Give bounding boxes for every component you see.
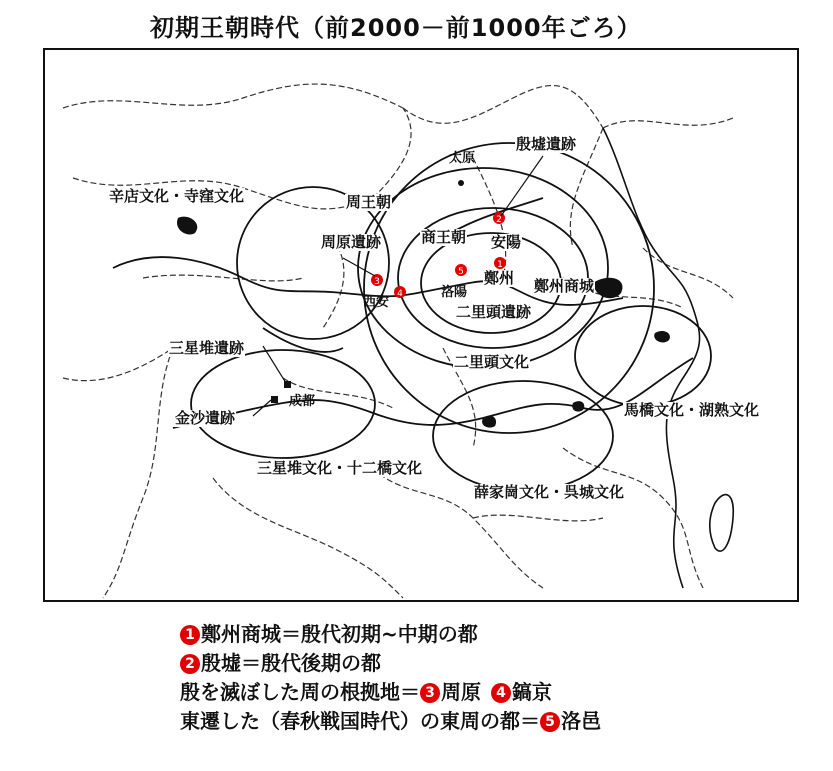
legend-line-2 bbox=[180, 649, 740, 678]
legend-prefix-3: 殷を滅ぼした周の根拠地＝ bbox=[180, 680, 420, 704]
legend-text-2: 殷墟＝殷代後期の都 bbox=[201, 651, 381, 675]
label-xian: 西安 bbox=[363, 295, 390, 310]
label-luoyang: 洛陽 bbox=[441, 285, 468, 300]
label-erlitou-site: 二里頭遺跡 bbox=[456, 303, 532, 321]
svg-text:3: 3 bbox=[374, 277, 380, 287]
label-xuejiagang-culture: 薛家崗文化・呉城文化 bbox=[474, 483, 625, 501]
label-chengdu: 成都 bbox=[289, 394, 316, 409]
svg-text:1: 1 bbox=[497, 260, 503, 270]
marker-number-3: 3 bbox=[420, 683, 440, 703]
legend-line-4 bbox=[180, 707, 740, 736]
label-maqiao-culture: 馬橋文化・湖熟文化 bbox=[624, 401, 760, 419]
legend-text-4: 洛邑 bbox=[561, 709, 601, 733]
label-zhouyuan-site: 周原遺跡 bbox=[321, 233, 382, 251]
legend-prefix-4: 東遷した（春秋戦国時代）の東周の都＝ bbox=[180, 709, 540, 733]
label-zhengzhou-shangcheng: 鄭州商城 bbox=[534, 277, 595, 295]
map-svg bbox=[43, 48, 799, 602]
label-zhengzhou: 鄭州 bbox=[484, 269, 515, 287]
map-title: 初期王朝時代（前2000－前1000年ごろ） bbox=[150, 14, 642, 42]
label-erlitou-culture: 二里頭文化 bbox=[454, 353, 530, 371]
label-taiyuan: 太原 bbox=[449, 151, 476, 166]
map-border bbox=[44, 49, 798, 601]
legend-line-3 bbox=[180, 678, 740, 707]
svg-text:5: 5 bbox=[458, 267, 464, 277]
label-anyang: 安陽 bbox=[491, 233, 522, 251]
label-shang-dynasty: 商王朝 bbox=[421, 228, 467, 246]
map-frame bbox=[43, 48, 799, 602]
marker-number-5: 5 bbox=[540, 712, 560, 732]
legend-text-1: 鄭州商城＝殷代初期~中期の都 bbox=[201, 622, 478, 646]
legend bbox=[180, 620, 740, 736]
label-sanxingdui-culture: 三星堆文化・十二橋文化 bbox=[257, 459, 423, 477]
marker-number-2: 2 bbox=[180, 654, 200, 674]
marker-number-4: 4 bbox=[491, 683, 511, 703]
marker-number-1: 1 bbox=[180, 625, 200, 645]
label-jinsha-site: 金沙遺跡 bbox=[175, 409, 236, 427]
label-zhou-dynasty: 周王朝 bbox=[346, 193, 392, 211]
svg-text:4: 4 bbox=[397, 289, 403, 299]
label-sanxingdui-site: 三星堆遺跡 bbox=[169, 339, 245, 357]
label-xindian-culture: 辛店文化・寺窪文化 bbox=[109, 187, 245, 205]
label-yinxu-site: 殷墟遺跡 bbox=[516, 135, 577, 153]
legend-line-1 bbox=[180, 620, 740, 649]
legend-text-3a: 周原 bbox=[441, 680, 481, 704]
svg-text:2: 2 bbox=[496, 215, 502, 225]
legend-text-3b: 鎬京 bbox=[512, 680, 552, 704]
